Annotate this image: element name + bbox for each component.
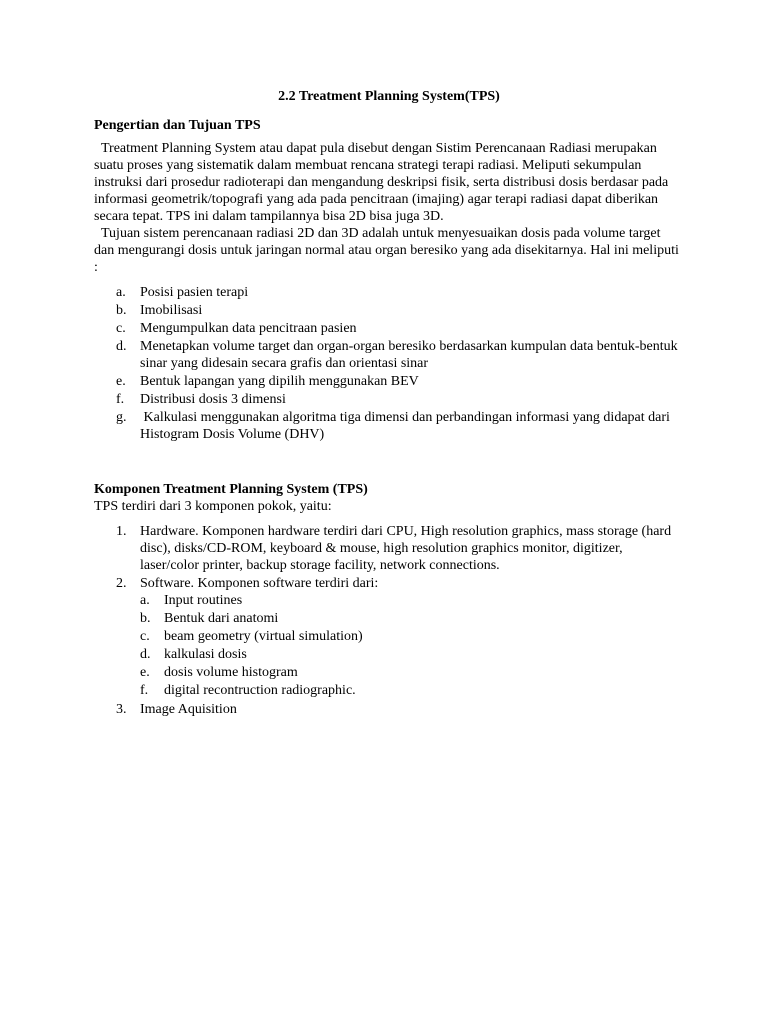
list-item-text: kalkulasi dosis — [164, 647, 247, 662]
list-item — [140, 682, 684, 700]
list-item-text: Kalkulasi menggunakan algoritma tiga dimensi dan perbandingan informasi yang didapat dari Histogram Dosis Volume (DHV) — [140, 410, 674, 442]
list-marker: d. — [140, 647, 151, 662]
list-item — [94, 409, 684, 444]
list-item-text: Image Aquisition — [140, 702, 237, 717]
list-marker: g. — [116, 410, 127, 425]
list-item — [94, 320, 684, 338]
list-item — [94, 391, 684, 409]
list-marker: b. — [116, 303, 127, 318]
list-item-text: Mengumpulkan data pencitraan pasien — [140, 321, 357, 336]
list-marker: a. — [116, 285, 126, 300]
list-marker: f. — [140, 683, 149, 698]
list-item — [140, 646, 684, 664]
list-item-text: Bentuk dari anatomi — [164, 611, 279, 626]
paragraph-definition: Treatment Planning System atau dapat pula disebut dengan Sistim Perencanaan Radiasi merupakan suatu proses yang sistematik dalam membuat rencana strategi terapi radiasi. Meliputi sekumpulan instruksi dari prosedur radioterapi dan mengandung deskripsi fisik, serta distribusi dosis berdasar pada informasi geometrik/topografi yang ada pada pencitraan (imajing) agar terapi radiasi dapat diberikan secara tepat. TPS ini dalam tampilannya bisa 2D bisa juga 3D. — [94, 141, 672, 224]
list-marker: e. — [116, 374, 126, 389]
list-item — [140, 628, 684, 646]
list-item — [140, 592, 684, 610]
list-item — [94, 575, 684, 701]
section-heading-komponen: Komponen Treatment Planning System (TPS) — [94, 482, 368, 497]
list-marker: d. — [116, 339, 127, 354]
list-marker: 3. — [116, 702, 127, 717]
list-marker: c. — [116, 321, 126, 336]
list-item-text: Bentuk lapangan yang dipilih menggunakan BEV — [140, 374, 419, 389]
list-item-text: Imobilisasi — [140, 303, 203, 318]
paragraph-components-intro: TPS terdiri dari 3 komponen pokok, yaitu: — [94, 499, 332, 514]
list-item — [94, 523, 684, 575]
software-sublist — [140, 592, 684, 700]
components-list — [94, 523, 684, 719]
paragraph-purpose: Tujuan sistem perencanaan radiasi 2D dan 3D adalah untuk menyesuaikan dosis pada volume target dan mengurangi dosis untuk jaringan normal atau organ beresiko yang ada disekitarnya. Hal ini meliputi : — [94, 226, 683, 275]
list-item-text: beam geometry (virtual simulation) — [164, 629, 363, 644]
list-item-text: Software. Komponen software terdiri dari: — [140, 576, 379, 591]
list-marker: c. — [140, 629, 150, 644]
list-item-text: Hardware. Komponen hardware terdiri dari CPU, High resolution graphics, mass storage (hard disc), disks/CD-ROM, keyboard & mouse, high resolution graphics monitor, digitizer, laser/color printer, backup storage facility, network connections. — [140, 524, 672, 573]
list-item — [94, 701, 684, 719]
list-marker: b. — [140, 611, 151, 626]
list-marker: a. — [140, 593, 150, 608]
list-marker: e. — [140, 665, 150, 680]
list-marker: 1. — [116, 524, 127, 539]
list-marker: f. — [116, 392, 125, 407]
list-item — [140, 610, 684, 628]
list-marker: 2. — [116, 576, 127, 591]
list-item-text: dosis volume histogram — [164, 665, 298, 680]
list-item — [94, 284, 684, 302]
list-item — [94, 338, 684, 373]
document-title: 2.2 Treatment Planning System(TPS) — [278, 89, 500, 104]
list-item-text: Posisi pasien terapi — [140, 285, 249, 300]
list-item-text: digital recontruction radiographic. — [164, 683, 356, 698]
list-item — [140, 664, 684, 682]
list-item — [94, 373, 684, 391]
document-page — [94, 88, 684, 719]
list-item-text: Input routines — [164, 593, 243, 608]
purpose-list — [94, 284, 684, 444]
list-item-text: Distribusi dosis 3 dimensi — [140, 392, 286, 407]
list-item — [94, 302, 684, 320]
section-heading-pengertian: Pengertian dan Tujuan TPS — [94, 118, 261, 133]
list-item-text: Menetapkan volume target dan organ-organ beresiko berdasarkan kumpulan data bentuk-bentuk sinar yang didesain secara grafis dan orientasi sinar — [140, 339, 678, 371]
